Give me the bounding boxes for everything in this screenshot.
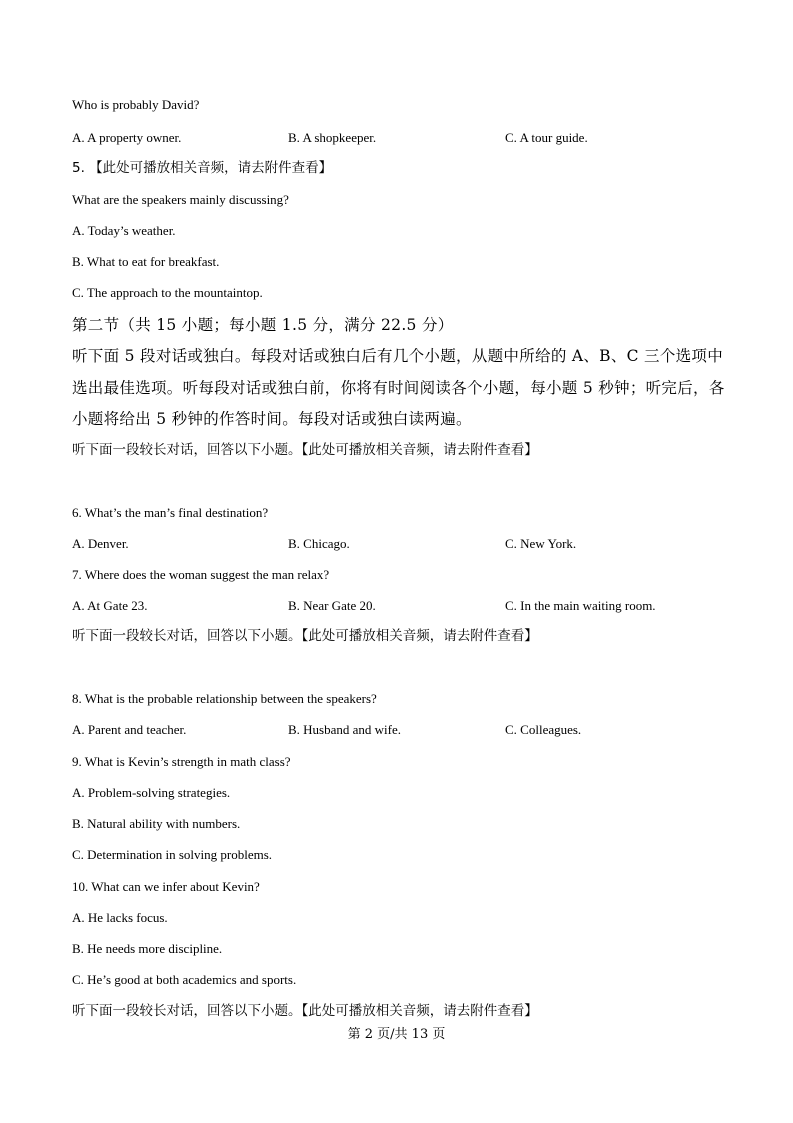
q4-option-b: B. A shopkeeper. <box>288 130 377 145</box>
q5-option-a: A. Today’s weather. <box>72 223 176 238</box>
q6-stem: 6. What’s the man’s final destination? <box>72 505 269 520</box>
q10-option-a: A. He lacks focus. <box>72 910 168 925</box>
q4-option-a: A. A property owner. <box>72 130 182 145</box>
q5-audio-header: 5. 【此处可播放相关音频，请去附件查看】 <box>72 160 333 176</box>
q6-option-a: A. Denver. <box>72 536 129 551</box>
section2-title: 第二节（共 15 小题；每小题 1.5 分，满分 22.5 分） <box>72 316 454 334</box>
q7-option-b: B. Near Gate 20. <box>288 598 376 613</box>
q8-option-a: A. Parent and teacher. <box>72 722 187 737</box>
q6-option-c: C. New York. <box>505 536 577 551</box>
q8-option-b: B. Husband and wife. <box>288 722 402 737</box>
q10-option-b: B. He needs more discipline. <box>72 941 223 956</box>
page-footer: 第 2 页/共 13 页 <box>347 1027 446 1042</box>
q9-option-c: C. Determination in solving problems. <box>72 847 273 862</box>
dialogue-prompt-1: 听下面一段较长对话，回答以下小题。【此处可播放相关音频，请去附件查看】 <box>72 442 538 458</box>
q10-stem: 10. What can we infer about Kevin? <box>72 879 260 894</box>
section2-instructions-line-1: 听下面 5 段对话或独白。每段对话或独白后有几个小题，从题中所给的 A、B、C 三个选项中 <box>72 347 724 365</box>
q9-stem: 9. What is Kevin’s strength in math class? <box>72 754 291 769</box>
q9-option-b: B. Natural ability with numbers. <box>72 816 241 831</box>
q8-stem: 8. What is the probable relationship between the speakers? <box>72 691 377 706</box>
q7-option-a: A. At Gate 23. <box>72 598 148 613</box>
section2-instructions-line-3: 小题将给出 5 秒钟的作答时间。每段对话或独白读两遍。 <box>72 410 472 428</box>
section2-instructions-line-2: 选出最佳选项。听每段对话或独白前，你将有时间阅读各个小题，每小题 5 秒钟；听完后，各 <box>72 379 725 397</box>
dialogue-prompt-3: 听下面一段较长对话，回答以下小题。【此处可播放相关音频，请去附件查看】 <box>72 1003 538 1019</box>
q5-option-b: B. What to eat for breakfast. <box>72 254 220 269</box>
q5-stem: What are the speakers mainly discussing? <box>72 192 289 207</box>
q9-option-a: A. Problem-solving strategies. <box>72 785 231 800</box>
q4-option-c: C. A tour guide. <box>505 130 588 145</box>
q5-option-c: C. The approach to the mountaintop. <box>72 285 263 300</box>
q6-option-b: B. Chicago. <box>288 536 350 551</box>
q4-stem: Who is probably David? <box>72 97 200 112</box>
q7-stem: 7. Where does the woman suggest the man relax? <box>72 567 330 582</box>
q10-option-c: C. He’s good at both academics and sports. <box>72 972 297 987</box>
q7-option-c: C. In the main waiting room. <box>505 598 656 613</box>
q8-option-c: C. Colleagues. <box>505 722 582 737</box>
dialogue-prompt-2: 听下面一段较长对话，回答以下小题。【此处可播放相关音频，请去附件查看】 <box>72 628 538 644</box>
